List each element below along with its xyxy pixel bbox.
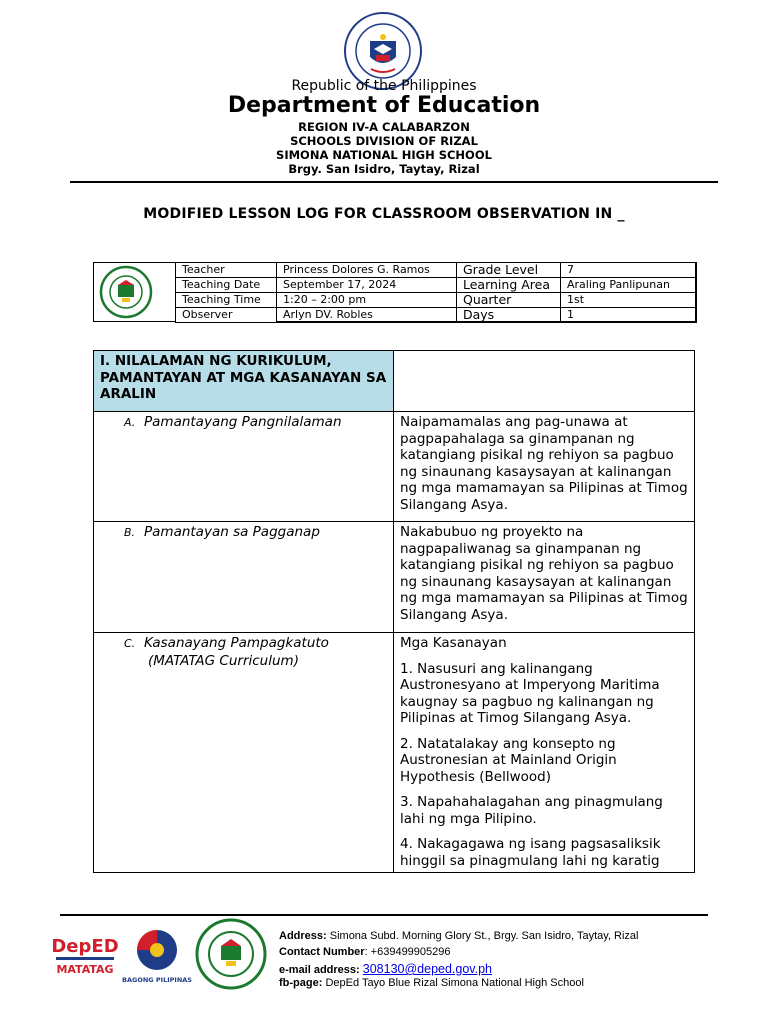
- simona-nhs-logo: [195, 918, 267, 990]
- lesson-info-table: [175, 262, 697, 323]
- skills-heading: Mga Kasanayan: [400, 635, 507, 651]
- header-divider: [70, 181, 718, 183]
- bagong-pilipinas-logo: [122, 924, 192, 986]
- email-link[interactable]: 308130@deped.gov.ph: [362, 962, 493, 976]
- footer-divider: [60, 914, 708, 916]
- row-a-label-cell: [94, 412, 394, 522]
- section-header-empty: [394, 351, 695, 412]
- document-title: MODIFIED LESSON LOG FOR CLASSROOM OBSERVATION IN _: [143, 206, 625, 222]
- section-header: I. NILALAMAN NG KURIKULUM, PAMANTAYAN AT MGA KASANAYAN SA ARALIN: [94, 351, 394, 412]
- quarter-label: Quarter: [457, 293, 561, 308]
- row-c-label-cell: [94, 633, 394, 873]
- teaching-date-value: September 17, 2024: [277, 278, 457, 293]
- footer-fb: [279, 977, 584, 989]
- division-line: SCHOOLS DIVISION OF RIZAL: [290, 134, 478, 148]
- row-c-label: Kasanayang Pampagkatuto: [144, 635, 329, 651]
- footer-contact: [279, 946, 451, 958]
- skill-item: 1. Nasusuri ang kalinangang Austronesyano at Imperyong Maritima kaugnay sa pagbuo ng kalinangan ng Pilipinas at Timog Silangang Asya.: [400, 660, 660, 726]
- republic-line: Republic of the Philippines: [291, 78, 477, 94]
- skill-item: 2. Natatalakay ang konsepto ng Austronesian at Mainland Origin Hypothesis (Bellwood): [400, 735, 617, 785]
- matatag-wordmark: MATATAG: [56, 963, 114, 976]
- deped-matatag-logo: [52, 928, 118, 982]
- row-b-content: Nakabubuo ng proyekto na nagpapaliwanag sa ginampanan ng katangiang pisikal ng rehiyon sa pagbuo ng sinaunang kasaysayan at kalinangan ng mga mamamayan sa Pilipinas at Timog Silangang Asya.: [394, 522, 695, 633]
- row-c-sublabel: (MATATAG Curriculum): [148, 652, 299, 669]
- simona-school-logo: [96, 265, 156, 319]
- row-b-label: Pamantayan sa Pagganap: [144, 524, 320, 540]
- row-b-letter: B.: [124, 526, 136, 539]
- footer-address: [279, 930, 639, 942]
- contact-label: Contact Number: [279, 946, 365, 958]
- row-a-letter: A.: [124, 416, 136, 429]
- teacher-label: Teacher: [176, 263, 277, 278]
- row-a-content: Naipamamalas ang pag-unawa at pagpapahalaga sa ginampanan ng katangiang pisikal ng rehiyon sa pagbuo ng sinaunang kasaysayan at kalinangan ng mga mamamayan sa Pilipinas at Timog Silangang Asya.: [394, 412, 695, 522]
- region-line: REGION IV-A CALABARZON: [298, 120, 470, 134]
- school-address-line: Brgy. San Isidro, Taytay, Rizal: [288, 162, 480, 176]
- teaching-time-value: 1:20 – 2:00 pm: [277, 293, 457, 308]
- teaching-time-label: Teaching Time: [176, 293, 277, 308]
- school-line: SIMONA NATIONAL HIGH SCHOOL: [276, 148, 492, 162]
- curriculum-table: [93, 350, 695, 873]
- address-label: Address:: [279, 930, 327, 942]
- fb-label: fb-page:: [279, 977, 323, 989]
- email-label: e-mail address:: [279, 964, 360, 976]
- learning-area-label: Learning Area: [457, 278, 561, 293]
- observer-label: Observer: [176, 308, 277, 323]
- row-a-label: Pamantayang Pangnilalaman: [144, 414, 342, 430]
- row-c-content: [394, 633, 695, 873]
- department-title: Department of Education: [227, 93, 541, 118]
- days-label: Days: [457, 308, 561, 323]
- skill-item: 3. Napahahalagahan ang pinagmulang lahi ng mga Pilipino.: [400, 794, 663, 827]
- teacher-value: Princess Dolores G. Ramos: [277, 263, 457, 278]
- grade-level-label: Grade Level: [457, 263, 561, 278]
- bagong-wordmark: BAGONG PILIPINAS: [122, 976, 192, 984]
- footer-email: [279, 962, 492, 976]
- grade-level-value: 7: [561, 263, 697, 278]
- skill-item: 4. Nakagagawa ng isang pagsasaliksik hinggil sa pinagmulang lahi ng karatig: [400, 836, 661, 869]
- observer-value: Arlyn DV. Robles: [277, 308, 457, 323]
- contact-value: : +639499905296: [364, 946, 451, 958]
- learning-area-value: Araling Panlipunan: [561, 278, 697, 293]
- quarter-value: 1st: [561, 293, 697, 308]
- days-value: 1: [561, 308, 697, 323]
- row-c-letter: C.: [124, 637, 136, 650]
- deped-wordmark: DepED: [51, 936, 119, 957]
- teaching-date-label: Teaching Date: [176, 278, 277, 293]
- row-b-label-cell: [94, 522, 394, 633]
- fb-value: DepEd Tayo Blue Rizal Simona National High School: [325, 977, 584, 989]
- address-value: Simona Subd. Morning Glory St., Brgy. San Isidro, Taytay, Rizal: [329, 930, 639, 942]
